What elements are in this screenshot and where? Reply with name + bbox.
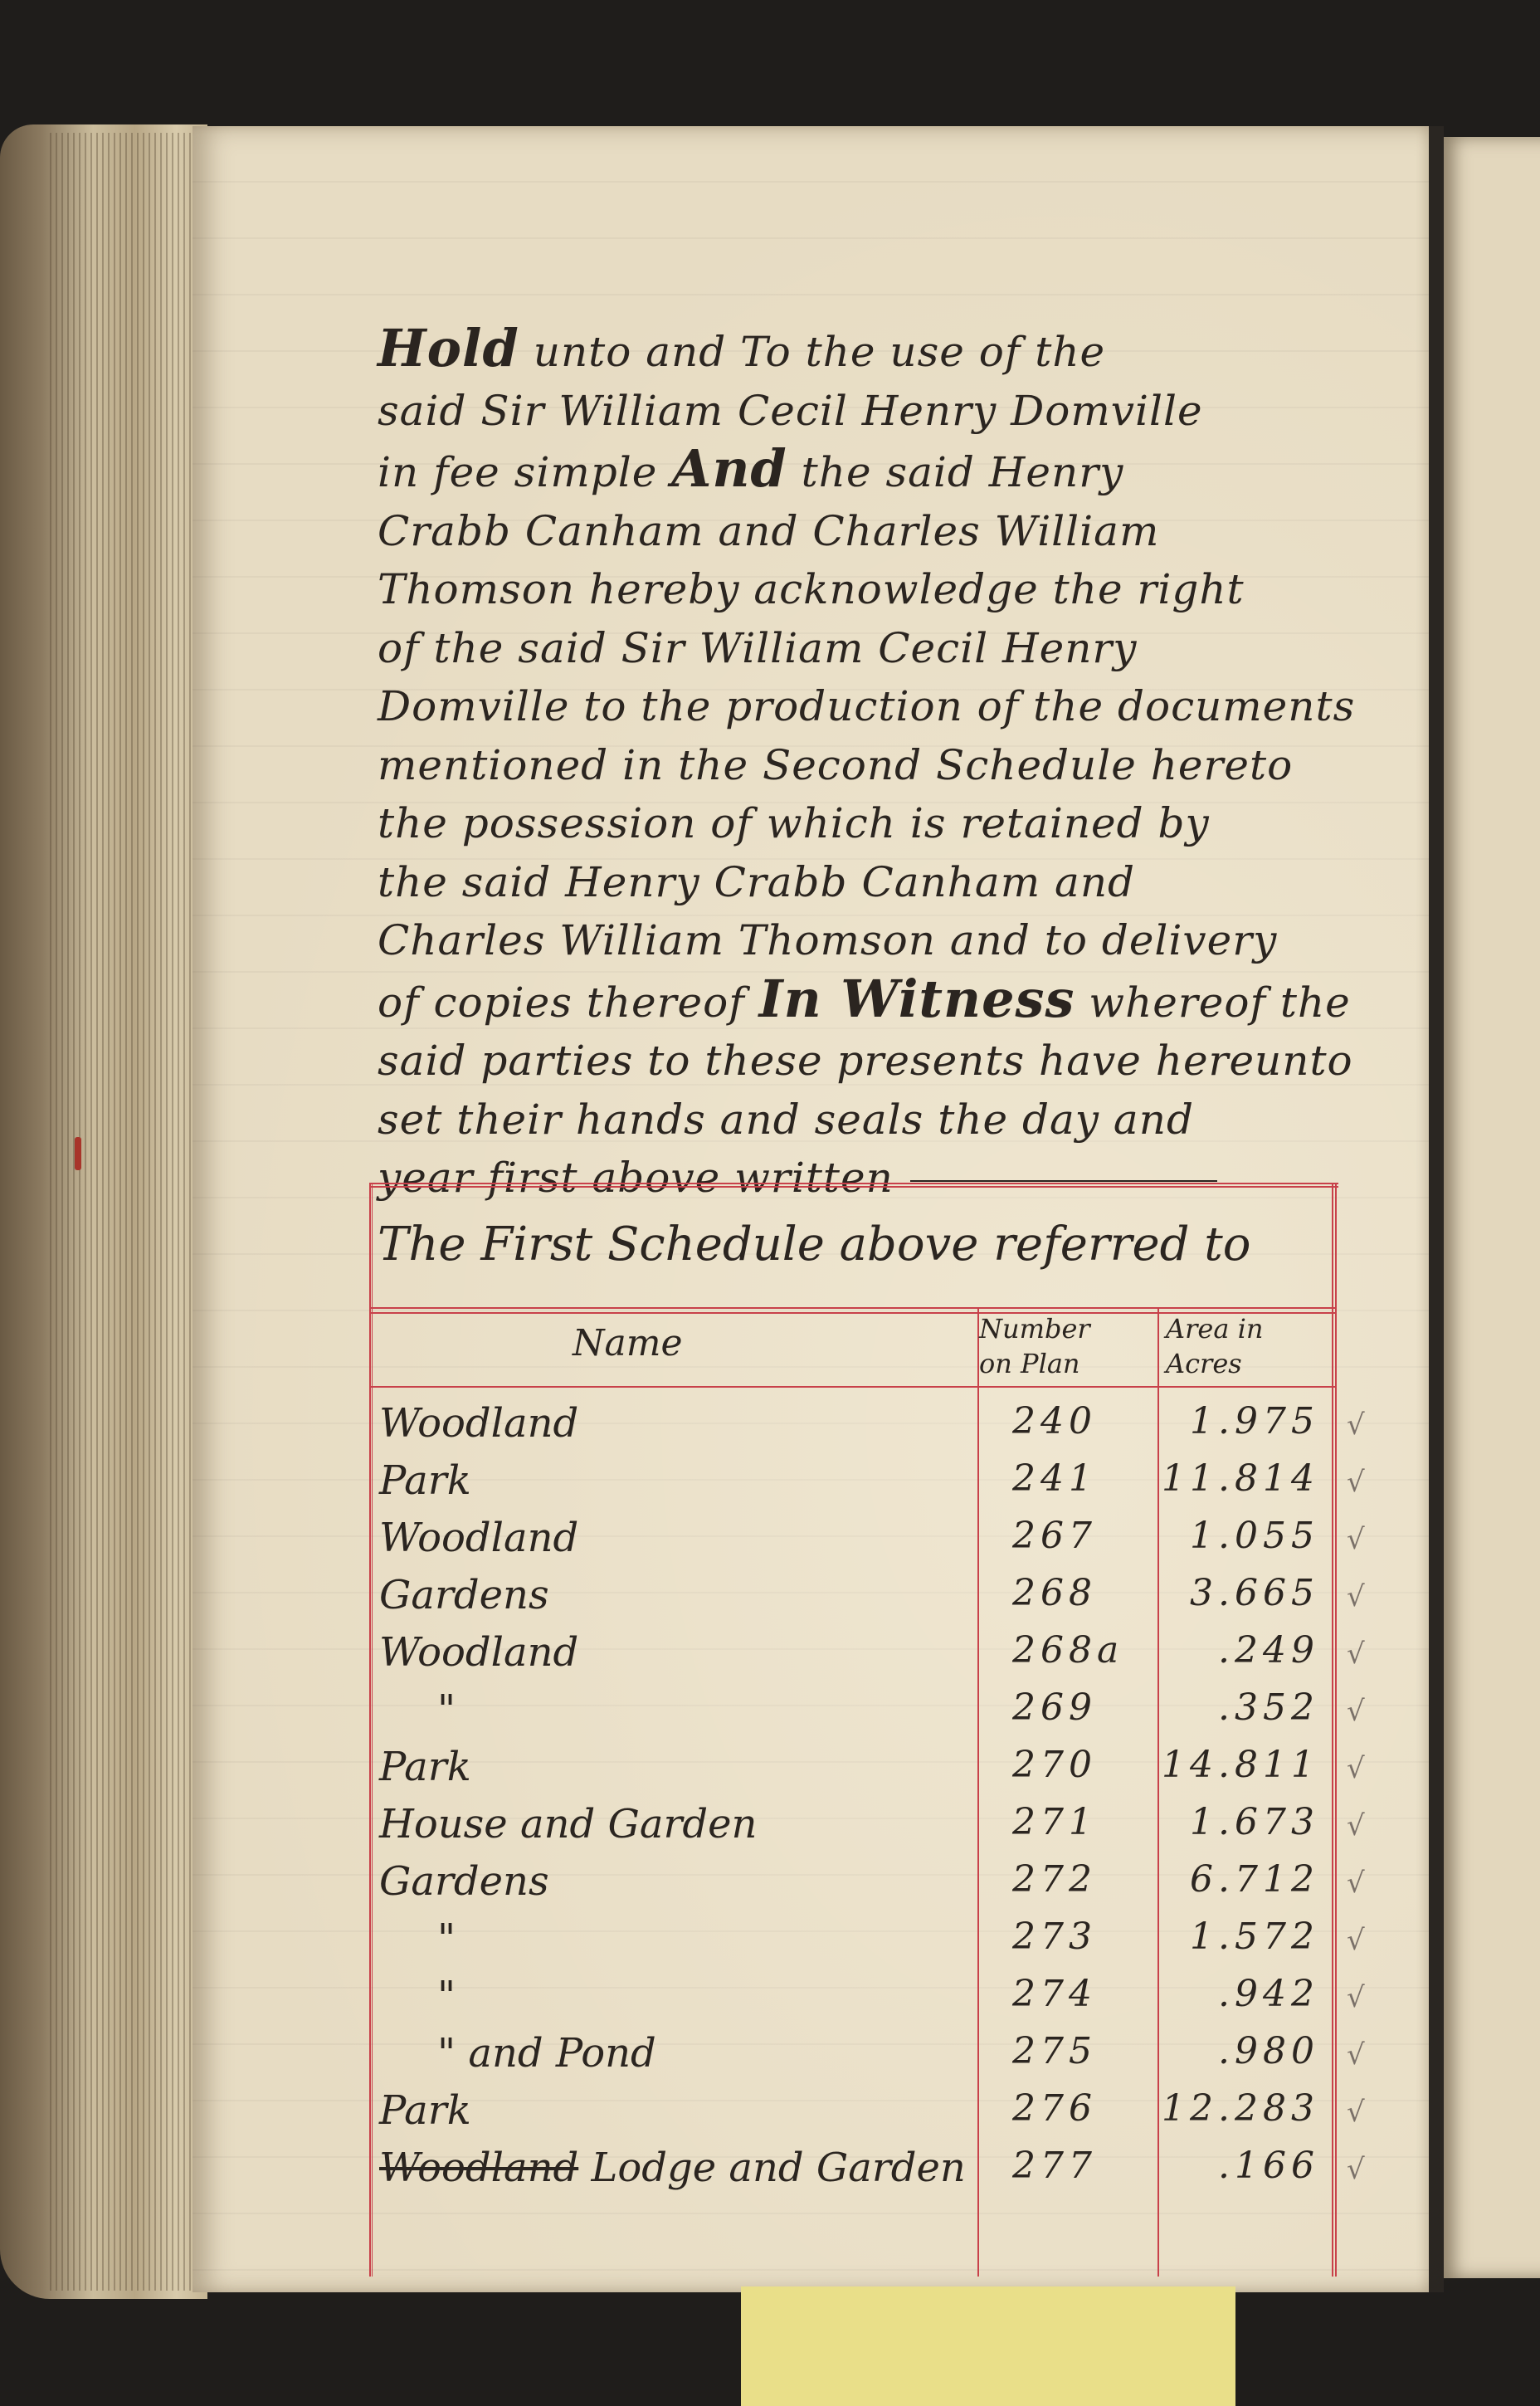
check-mark-icon: √ [1347,1466,1365,1499]
page-gutter [1429,126,1444,2292]
cell-name [379,1629,578,1676]
text-line [378,736,1357,795]
text-line [378,502,1357,561]
check-mark-icon: √ [1347,1523,1365,1556]
table-row [369,1572,1365,1629]
table-row [369,1686,1365,1744]
cell-number: 275 [1012,2030,1097,2072]
text-line [378,1091,1357,1149]
table-row [369,1801,1365,1858]
name-text: Gardens [379,1572,549,1618]
cell-area: 11.814 [1162,1457,1319,1500]
cell-area: 1.975 [1190,1400,1319,1442]
text-line-part: Domville to the production of the documents [378,682,1356,730]
check-mark-icon: √ [1347,1752,1365,1785]
cell-number: 268a [1012,1629,1124,1672]
sticky-note [741,2286,1235,2406]
name-text: Park [379,1457,471,1504]
closing-rule [910,1180,1217,1182]
cell-area: .980 [1218,2030,1319,2072]
check-mark-icon: √ [1347,1408,1365,1442]
cell-name [379,2087,471,2134]
cell-number: 272 [1012,1858,1097,1901]
text-line-part: mentioned in the Second Schedule hereto [378,740,1294,789]
text-line-part: in fee simple [378,448,672,496]
check-mark-icon: √ [1347,2096,1365,2129]
struck-text: Woodland [379,2145,579,2191]
text-line-part: year first above written [378,1154,894,1202]
text-line [378,677,1357,736]
adjacent-page [1444,137,1540,2278]
name-text: House and Garden [379,1801,758,1847]
text-line-part: Charles William Thomson and to delivery [378,916,1278,964]
check-mark-icon: √ [1347,1637,1365,1671]
table-row [369,2030,1365,2087]
cell-number: 268 [1012,1572,1097,1614]
table-row [369,1629,1365,1686]
table-row [369,1973,1365,2030]
text-line-part: of copies thereof [378,978,759,1027]
emphasis-word: And [671,438,787,499]
text-line-part: Thomson hereby acknowledge the right [378,565,1245,613]
cell-name [379,1916,456,1962]
header-number-line2: on Plan [979,1348,1080,1379]
text-line-part: the possession of which is retained by [378,799,1210,847]
cell-number: 273 [1012,1916,1097,1958]
name-text: Gardens [379,1858,549,1905]
check-mark-icon: √ [1347,1695,1365,1728]
emphasis-word: Hold [378,318,519,378]
name-text: " [437,1686,456,1733]
cell-name [379,1686,456,1733]
first-schedule-table [369,1183,1365,2277]
text-line-part: of the said Sir William Cecil Henry [378,623,1138,672]
cell-name [379,1973,456,2019]
text-line [378,1032,1357,1091]
cell-area: 1.572 [1190,1916,1319,1958]
page-edges-texture [50,133,199,2291]
text-line [378,853,1357,912]
schedule-title: The First Schedule above referred to [378,1218,1251,1271]
check-mark-icon: √ [1347,1924,1365,1957]
red-marker [75,1137,81,1170]
text-line-part: the said Henry [787,448,1124,496]
cell-area: .942 [1218,1973,1319,2015]
cell-name [379,1457,471,1504]
text-line [378,619,1357,678]
header-number-line1: Number [979,1313,1090,1345]
header-area [1166,1311,1315,1381]
name-text: " and Pond [437,2030,656,2077]
check-mark-icon: √ [1347,2038,1365,2072]
cell-area: .249 [1218,1629,1319,1672]
cell-number: 276 [1012,2087,1097,2130]
cell-name [379,1801,757,1847]
header-name: Name [573,1322,683,1364]
cell-area: 6.712 [1190,1858,1319,1901]
text-line-part: unto and To the use of the [519,328,1106,376]
text-line [378,440,1357,502]
table-row [369,1457,1365,1515]
name-text: " [437,1973,456,2019]
table-top-border [369,1183,1338,1188]
header-rule [369,1386,1337,1388]
cell-number: 277 [1012,2145,1097,2187]
check-mark-icon: √ [1347,1809,1365,1842]
text-line [378,794,1357,853]
name-text: Woodland [379,1515,579,1561]
cell-number: 270 [1012,1744,1097,1786]
name-text: Park [379,2087,471,2134]
cell-number: 274 [1012,1973,1097,2015]
text-line [378,560,1357,619]
table-row [369,1515,1365,1572]
cell-area: 1.673 [1190,1801,1319,1843]
table-row [369,2087,1365,2145]
deed-text [378,320,1357,1208]
cell-number: 240 [1012,1400,1097,1442]
table-row [369,1744,1365,1801]
cell-area: .352 [1218,1686,1319,1729]
check-mark-icon: √ [1347,1867,1365,1900]
cell-name [379,2030,656,2077]
text-line [378,382,1357,441]
check-mark-icon: √ [1347,2153,1365,2186]
cell-area: 3.665 [1190,1572,1319,1614]
cell-area: 12.283 [1162,2087,1319,2130]
text-line-part: set their hands and seals the day and [378,1095,1194,1144]
header-area-line1: Area in [1166,1313,1264,1345]
name-text: Woodland [379,1629,579,1676]
table-row [369,1916,1365,1973]
name-text: Woodland [379,1400,579,1447]
cell-name [379,1744,471,1790]
check-mark-icon: √ [1347,1580,1365,1613]
table-row [369,1400,1365,1457]
text-line [378,320,1357,382]
cell-area: 14.811 [1162,1744,1319,1786]
cell-name [379,1572,549,1618]
emphasis-word: In Witness [758,968,1075,1029]
text-line-part: whereof the [1075,978,1351,1027]
name-text: " [437,1916,456,1962]
cell-name [379,2145,966,2191]
text-line-part: Crabb Canham and Charles William [378,506,1160,555]
cell-name [379,1400,578,1447]
text-line-part: said parties to these presents have hereunto [378,1037,1353,1085]
text-line-part: said Sir William Cecil Henry Domville [378,386,1203,435]
header-area-line2: Acres [1166,1348,1242,1379]
table-row [369,2145,1365,2202]
cell-number: 241 [1012,1457,1097,1500]
table-row [369,1858,1365,1916]
cell-name [379,1858,549,1905]
check-mark-icon: √ [1347,1981,1365,2014]
text-line-part: the said Henry Crabb Canham and [378,857,1136,906]
cell-number: 269 [1012,1686,1097,1729]
text-line [378,911,1357,970]
cell-name [379,1515,578,1561]
cell-number: 271 [1012,1801,1097,1843]
name-text: Park [379,1744,471,1790]
name-text: Lodge and Garden [578,2145,966,2191]
schedule-rows [369,1400,1365,2202]
cell-area: 1.055 [1190,1515,1319,1557]
header-number [979,1311,1104,1381]
text-line [378,970,1357,1032]
cell-number: 267 [1012,1515,1097,1557]
cell-area: .166 [1218,2145,1319,2187]
